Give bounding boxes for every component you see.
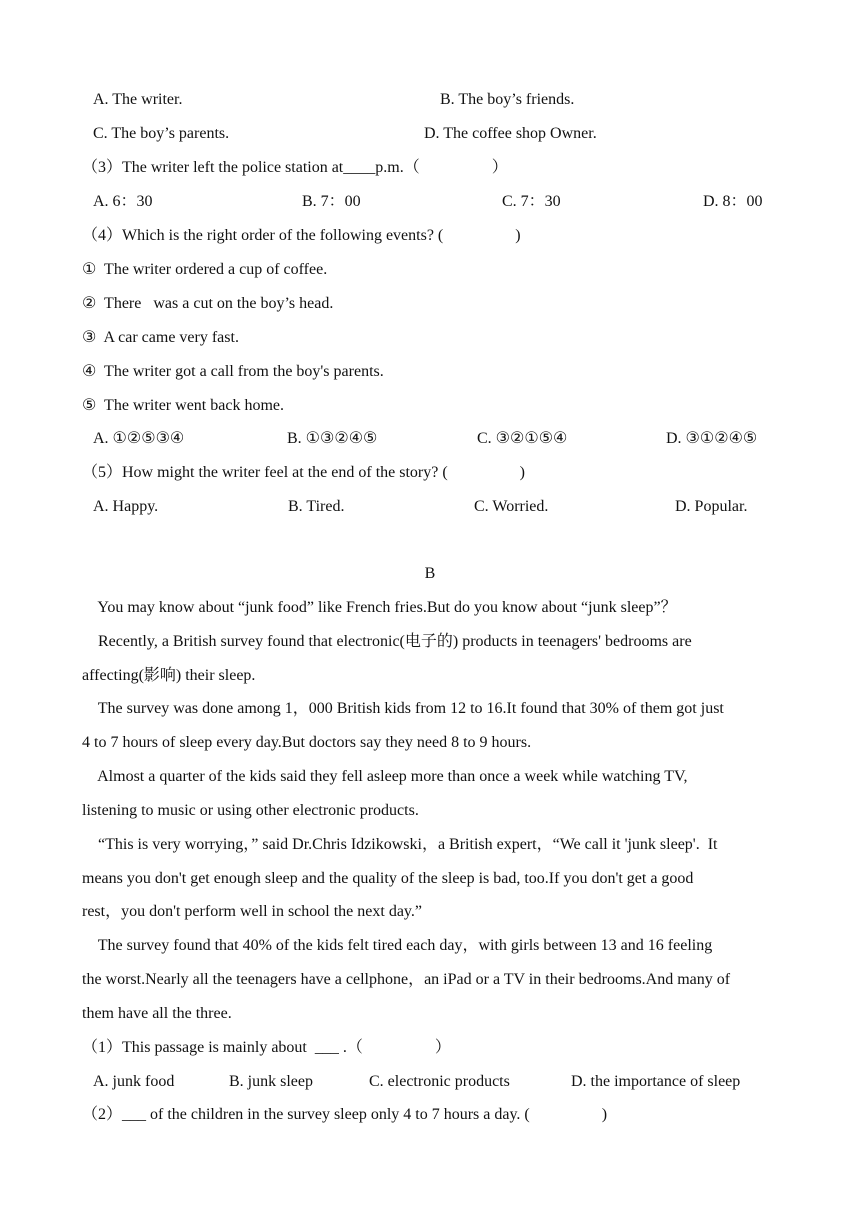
q4-option-a: A. ①②⑤③④ [93, 430, 185, 447]
b-q1-option-b: B. junk sleep [229, 1073, 313, 1090]
passage-line: the worst.Nearly all the teenagers have a cellphone，an iPad or a TV in their bedrooms.And many of [82, 971, 731, 988]
passage-line: means you don't get enough sleep and the quality of the sleep is bad, too.If you don't get a good [82, 870, 694, 887]
q3-stem: （3）The writer left the police station at____p.m.（ ） [82, 159, 508, 176]
passage-line: affecting(影响) their sleep. [82, 667, 256, 684]
q4-event: ② There was a cut on the boy’s head. [82, 295, 334, 312]
b-q1-stem: （1）This passage is mainly about ___ .（ ） [82, 1039, 451, 1056]
q5-option-b: B. Tired. [288, 498, 345, 515]
section-b-heading: B [424, 565, 436, 582]
q2-option-d: D. The coffee shop Owner. [424, 125, 597, 142]
passage-line: You may know about “junk food” like French fries.But do you know about “junk sleep”？ [82, 599, 677, 616]
q4-event: ⑤ The writer went back home. [82, 397, 284, 414]
b-q1-option-d: D. the importance of sleep [571, 1073, 741, 1090]
b-q1-option-a: A. junk food [93, 1073, 175, 1090]
q4-option-c: C. ③②①⑤④ [477, 430, 568, 447]
q2-option-c: C. The boy’s parents. [93, 125, 230, 142]
passage-line: The survey was done among 1，000 British kids from 12 to 16.It found that 30% of them got just [82, 700, 724, 717]
passage-line: them have all the three. [82, 1005, 232, 1022]
q5-stem: （5）How might the writer feel at the end of the story? ( ) [82, 464, 526, 481]
q5-option-d: D. Popular. [675, 498, 748, 515]
q3-option-c: C. 7：30 [502, 193, 561, 210]
q3-option-a: A. 6：30 [93, 193, 153, 210]
passage-line: Recently, a British survey found that electronic(电子的) products in teenagers' bedrooms are [82, 633, 692, 650]
q4-option-d: D. ③①②④⑤ [666, 430, 758, 447]
q5-option-c: C. Worried. [474, 498, 549, 515]
q2-option-b: B. The boy’s friends. [440, 91, 575, 108]
passage-line: listening to music or using other electronic products. [82, 802, 419, 819]
q4-stem: （4）Which is the right order of the following events? ( ) [82, 227, 521, 244]
b-q2-stem: （2）___ of the children in the survey sleep only 4 to 7 hours a day. ( ) [82, 1106, 608, 1123]
passage-line: 4 to 7 hours of sleep every day.But doctors say they need 8 to 9 hours. [82, 734, 532, 751]
q4-event: ④ The writer got a call from the boy's parents. [82, 363, 384, 380]
q4-event: ③ A car came very fast. [82, 329, 239, 346]
q5-option-a: A. Happy. [93, 498, 159, 515]
b-q1-option-c: C. electronic products [369, 1073, 510, 1090]
q3-option-b: B. 7：00 [302, 193, 361, 210]
passage-line: rest，you don't perform well in school the next day.” [82, 903, 422, 920]
passage-line: Almost a quarter of the kids said they fell asleep more than once a week while watching TV, [82, 768, 688, 785]
passage-line: “This is very worrying，” said Dr.Chris Idzikowski，a British expert，“We call it 'junk sleep'. It [82, 836, 718, 853]
q4-option-b: B. ①③②④⑤ [287, 430, 378, 447]
passage-line: The survey found that 40% of the kids felt tired each day，with girls between 13 and 16 feeling [82, 937, 713, 954]
q2-option-a: A. The writer. [93, 91, 183, 108]
q4-event: ① The writer ordered a cup of coffee. [82, 261, 328, 278]
q3-option-d: D. 8：00 [703, 193, 763, 210]
